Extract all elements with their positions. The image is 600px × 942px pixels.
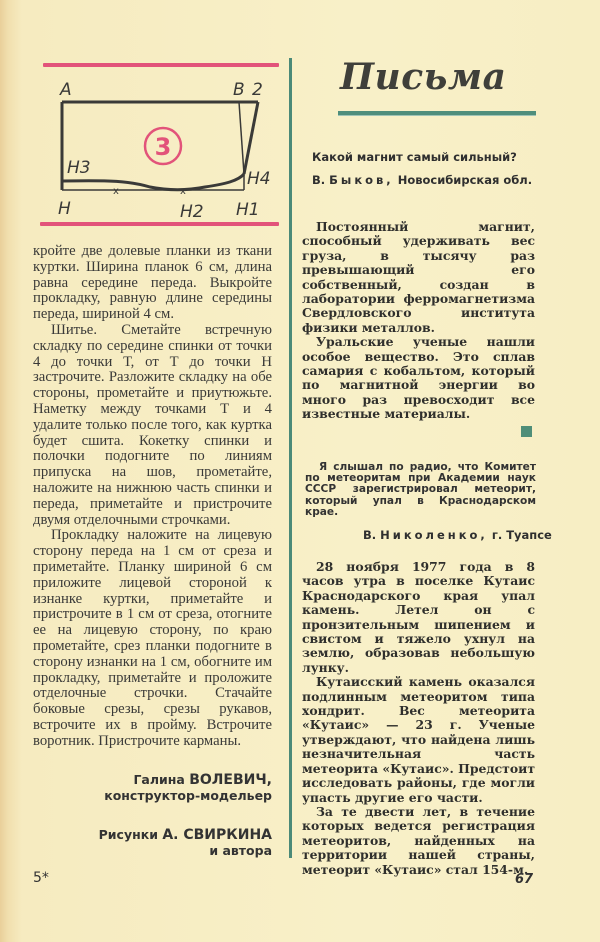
letter2-answer <box>302 560 535 877</box>
credits-name: А. СВИРКИНА <box>162 827 272 843</box>
letter2-sender <box>363 528 552 542</box>
author-last-name: ВОЛЕВИЧ, <box>189 772 272 788</box>
label-h4: Н4 <box>247 169 271 189</box>
label-h3: Н3 <box>67 158 91 178</box>
figure-number: 3 <box>154 133 172 161</box>
label-2: 2 <box>252 80 263 100</box>
signature-mark: 5* <box>33 870 49 886</box>
svg-text:x: x <box>113 186 119 197</box>
paragraph: Прокладку наложите на лицевую сторону переда на 1 см от среза и приметайте. Планку шириной 6 см приложите лицевой стороной к изнанке куртки, приметайте и пристрочите в 1 см от среза, отогните ее на лицевую сторону, по краю прометайте, срез планки подогните в сторону изнанки на 1 см, обогните им прокладку, приметайте и проложите отделочные строчки. Стачайте боковые срезы, срезы рукавов, встрочите их в пройму. Встрочите воротник. Пристрочите карманы. <box>33 527 272 749</box>
sender-name: Быков, <box>329 173 394 187</box>
label-h: Н <box>58 199 71 219</box>
section-separator-square <box>521 426 532 437</box>
sender-initial: В. <box>363 528 377 542</box>
illustration-credits <box>99 827 272 859</box>
paragraph: За те двести лет, в течение которых ведется регистрация метеоритов, найденных на территории нашей страны, метеорит «Кутаис» стал 154-м. <box>302 803 535 877</box>
letter1-question: Какой магнит самый сильный? <box>312 150 517 164</box>
author-signature <box>104 772 272 804</box>
letter1-answer <box>302 220 535 422</box>
sender-place: г. Туапсе <box>491 528 552 542</box>
pattern-diagram-3 <box>40 60 280 220</box>
pattern-drawing <box>40 60 280 220</box>
letter2-question <box>305 462 536 518</box>
author-first-name: Галина <box>133 772 185 787</box>
title-underline <box>338 111 536 116</box>
column-divider <box>289 58 292 858</box>
label-b: В <box>233 80 245 100</box>
credits-line2: и автора <box>209 843 272 858</box>
sender-name: Николенко, <box>380 528 488 542</box>
label-h1: Н1 <box>236 200 260 220</box>
label-h2: Н2 <box>180 202 204 220</box>
sender-initial: В. <box>312 173 326 187</box>
paragraph: 28 ноября 1977 года в 8 часов утра в поселке Кутаис Краснодарского края упал камень. Летел он с пронзительным шипением и свистом и тяжело ухнул на землю, образовав небольшую лунку. <box>302 559 535 675</box>
sewing-instructions <box>33 244 272 750</box>
paragraph: Постоянный магнит, способный удерживать вес груза, в тысячу раз превышающий его собственный, создан в лаборатории ферромагнетизма Свердловского института физики металлов. <box>302 219 535 335</box>
paragraph: Я слышал по радио, что Комитет по метеоритам при Академии наук СССР зарегистрировал метеорит, который упал в Краснодарском крае. <box>305 461 536 518</box>
page-number: 67 <box>515 872 534 887</box>
paragraph: Шитье. Сметайте встречную складку по середине спинки от точки 4 до точки Т, от Т до точки Н застрочите. Разложите складку на обе стороны, прометайте и приутюжьте. Наметку между точками Т и 4 удалите только после того, как куртка будет сшита. Кокетку спинки и полочки подогните по линиям припуска на шов, прометайте, наложите на нижнюю часть спинки и переда, приметайте и пристрочите двумя отделочными строчками. <box>33 321 272 528</box>
credits-prefix: Рисунки <box>98 827 158 842</box>
paragraph: Уральские ученые нашли особое вещество. Это сплав самария с кобальтом, который по магнитной энергии во много раз превосходит все известные материалы. <box>302 334 535 422</box>
letter1-sender <box>312 173 532 187</box>
paragraph: кройте две долевые планки из ткани куртки. Ширина планок 6 см, длина равна середине переда. Выкройте прокладку, равную длине середины переда, шириной 4 см. <box>33 243 272 323</box>
label-a: А <box>60 80 72 100</box>
sender-place: Новосибирская обл. <box>397 173 533 187</box>
section-title: Письма <box>340 56 507 98</box>
paragraph: Кутаисский камень оказался подлинным метеоритом типа хондрит. Вес метеорита «Кутаис» — 23 г. Ученые утверждают, что найдена лишь незначительная часть метеорита «Кутаис». Предстоит исследовать районы, где могли упасть другие его части. <box>302 674 535 805</box>
diagram-bottom-rule <box>40 222 279 226</box>
author-role: конструктор-модельер <box>104 788 272 803</box>
svg-text:x: x <box>180 186 186 197</box>
